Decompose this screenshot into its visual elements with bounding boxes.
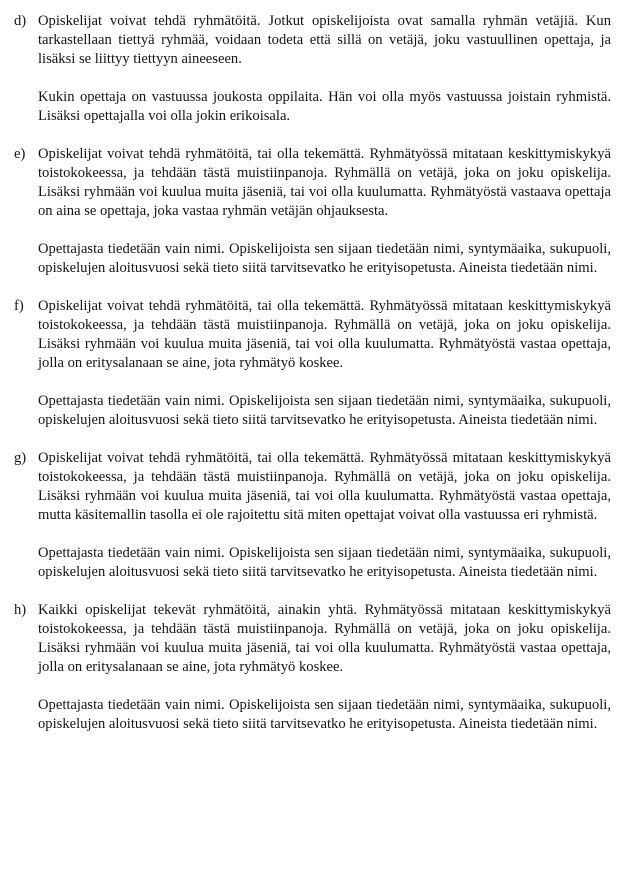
item-paragraph: Opiskelijat voivat tehdä ryhmätöitä, tai olla tekemättä. Ryhmätyössä mitataan keskittymiskykyä toistokokeessa, ja tehdään tästä muistiinpanoja. Ryhmällä on vetäjä, joka on joku opiskelija. Lisäksi ryhmään voi kuulua muita jäseniä, tai voi olla kuulumatta. Ryhmätyöstä vastaa opettaja, jolla on eritysalanaan se aine, jota ryhmätyö koskee.	[38, 298, 611, 371]
item-label: d)	[14, 13, 27, 29]
item-paragraph: Kukin opettaja on vastuussa joukosta oppilaita. Hän voi olla myös vastuussa joistain ryhmistä. Lisäksi opettajalla voi olla jokin erikoisala.	[38, 89, 611, 124]
list-item	[14, 297, 611, 449]
item-paragraph: Opiskelijat voivat tehdä ryhmätöitä, tai olla tekemättä. Ryhmätyössä mitataan keskittymiskykyä toistokokeessa, ja tehdään tästä muistiinpanoja. Ryhmällä on vetäjä, joka on joku opiskelija. Lisäksi ryhmään voi kuulua muita jäseniä, tai voi olla kuulumatta. Ryhmätyöstä vastaa opettaja, mutta käsitemallin tasolla ei ole rajoitettu sitä miten opettajat voivat olla vastuussa eri ryhmistä.	[38, 450, 611, 523]
item-label: e)	[14, 146, 26, 162]
item-paragraph: Opiskelijat voivat tehdä ryhmätöitä. Jotkut opiskelijoista ovat samalla ryhmän vetäjiä. Kun tarkastellaan tiettyä ryhmää, voidaan todeta että sillä on vetäjä, joku vastuullinen opettaja, ja lisäksi se liittyy tiettyyn aineeseen.	[38, 13, 611, 67]
item-body	[38, 601, 611, 753]
item-paragraph: Opiskelijat voivat tehdä ryhmätöitä, tai olla tekemättä. Ryhmätyössä mitataan keskittymiskykyä toistokokeessa, ja tehdään tästä muistiinpanoja. Ryhmällä on vetäjä, joka on joku opiskelija. Lisäksi ryhmään voi kuulua muita jäseniä, tai voi olla kuulumatta. Ryhmätyöstä vastaava opettaja on aina se opettaja, joka vastaa ryhmän vetäjän ohjauksesta.	[38, 146, 611, 219]
item-paragraph: Kaikki opiskelijat tekevät ryhmätöitä, ainakin yhtä. Ryhmätyössä mitataan keskittymiskykyä toistokokeessa, ja tehdään tästä muistiinpanoja. Ryhmällä on vetäjä, joka on joku opiskelija. Lisäksi ryhmään voi kuulua muita jäseniä, tai voi olla kuulumatta. Ryhmätyöstä vastaa opettaja, jolla on eritysalanaan se aine, jota ryhmätyö koskee.	[38, 602, 611, 675]
item-body	[38, 145, 611, 297]
item-label: f)	[14, 298, 24, 314]
list-item	[14, 601, 611, 753]
item-paragraph: Opettajasta tiedetään vain nimi. Opiskelijoista sen sijaan tiedetään nimi, syntymäaika, sukupuoli, opiskelujen aloitusvuosi sekä tieto siitä tarvitsevatko he erityisopetusta. Aineista tiedetään nimi.	[38, 241, 611, 276]
item-body	[38, 12, 611, 145]
item-label: g)	[14, 450, 27, 466]
list-item	[14, 145, 611, 297]
item-body	[38, 297, 611, 449]
item-body	[38, 449, 611, 601]
list-item	[14, 449, 611, 601]
list-item	[14, 12, 611, 145]
item-paragraph: Opettajasta tiedetään vain nimi. Opiskelijoista sen sijaan tiedetään nimi, syntymäaika, sukupuoli, opiskelujen aloitusvuosi sekä tieto siitä tarvitsevatko he erityisopetusta. Aineista tiedetään nimi.	[38, 697, 611, 732]
item-label: h)	[14, 602, 27, 618]
item-paragraph: Opettajasta tiedetään vain nimi. Opiskelijoista sen sijaan tiedetään nimi, syntymäaika, sukupuoli, opiskelujen aloitusvuosi sekä tieto siitä tarvitsevatko he erityisopetusta. Aineista tiedetään nimi.	[38, 545, 611, 580]
item-paragraph: Opettajasta tiedetään vain nimi. Opiskelijoista sen sijaan tiedetään nimi, syntymäaika, sukupuoli, opiskelujen aloitusvuosi sekä tieto siitä tarvitsevatko he erityisopetusta. Aineista tiedetään nimi.	[38, 393, 611, 428]
items-list	[14, 12, 611, 753]
